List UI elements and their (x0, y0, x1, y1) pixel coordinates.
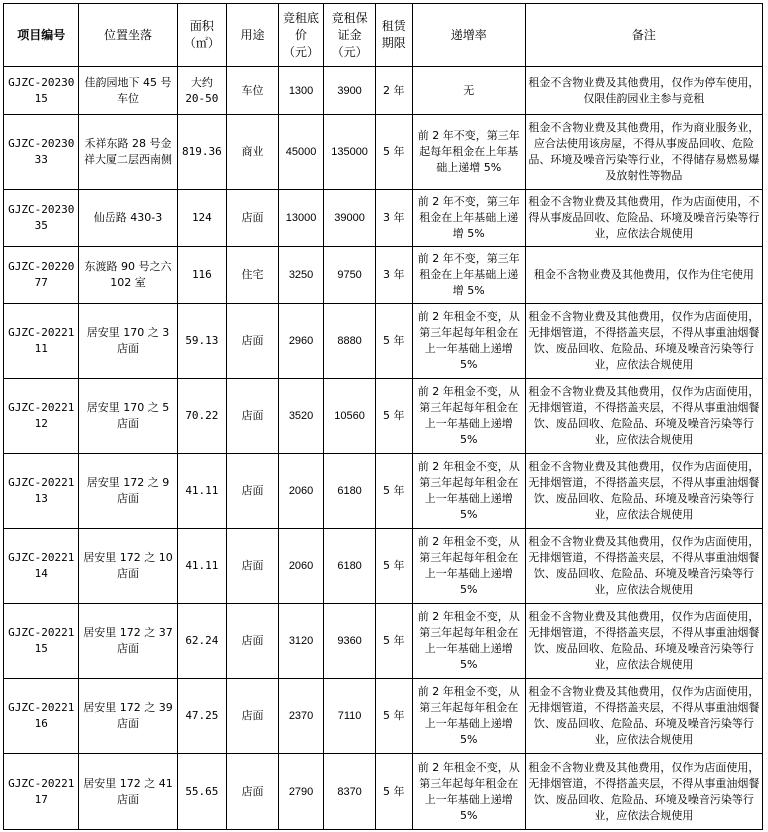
cell-project-id: GJZC-2022117 (4, 754, 79, 830)
cell-project-id: GJZC-2023035 (4, 190, 79, 247)
cell-area: 116 (177, 247, 227, 304)
cell-remarks: 租金不含物业费及其他费用，仅作为店面使用，无排烟管道，不得搭盖夹层，不得从事重油烟餐饮、废品回收、危险品、环境及噪音污染等行业，应依法合规使用 (525, 604, 762, 679)
cell-base-price: 45000 (278, 115, 323, 190)
cell-location: 居安里 172 之 37 店面 (79, 604, 177, 679)
cell-term: 5 年 (375, 604, 412, 679)
header-usage: 用途 (227, 4, 279, 67)
cell-deposit: 8370 (324, 754, 376, 830)
cell-location: 禾祥东路 28 号金祥大厦二层西南侧 (79, 115, 177, 190)
cell-area: 41.11 (177, 454, 227, 529)
cell-deposit: 9360 (324, 604, 376, 679)
cell-increase-rate: 前 2 年租金不变，从第三年起每年租金在上一年基础上递增 5% (412, 679, 525, 754)
cell-usage: 店面 (227, 754, 279, 830)
table-header-row (4, 4, 763, 67)
cell-deposit: 6180 (324, 454, 376, 529)
cell-remarks: 租金不含物业费及其他费用，仅作为停车使用，仅限佳韵园业主参与竞租 (525, 67, 762, 115)
table-row (4, 379, 763, 454)
cell-remarks: 租金不含物业费及其他费用，作为店面使用，不得从事废品回收、危险品、环境及噪音污染等行业，应依法合规使用 (525, 190, 762, 247)
cell-deposit: 39000 (324, 190, 376, 247)
cell-deposit: 3900 (324, 67, 376, 115)
cell-project-id: GJZC-2022112 (4, 379, 79, 454)
cell-remarks: 租金不含物业费及其他费用，仅作为店面使用，无排烟管道，不得搭盖夹层，不得从事重油烟餐饮、废品回收、危险品、环境及噪音污染等行业，应依法合规使用 (525, 304, 762, 379)
cell-term: 5 年 (375, 379, 412, 454)
cell-area: 55.65 (177, 754, 227, 830)
table-row (4, 304, 763, 379)
table-row (4, 529, 763, 604)
cell-increase-rate: 前 2 年租金不变，从第三年起每年租金在上一年基础上递增 5% (412, 454, 525, 529)
cell-remarks: 租金不含物业费及其他费用，仅作为店面使用，无排烟管道，不得搭盖夹层，不得从事重油烟餐饮、废品回收、危险品、环境及噪音污染等行业，应依法合规使用 (525, 454, 762, 529)
cell-base-price: 13000 (278, 190, 323, 247)
cell-usage: 店面 (227, 529, 279, 604)
cell-term: 5 年 (375, 454, 412, 529)
cell-area: 819.36 (177, 115, 227, 190)
cell-location: 居安里 172 之 9 店面 (79, 454, 177, 529)
cell-project-id: GJZC-2022114 (4, 529, 79, 604)
cell-remarks: 租金不含物业费及其他费用，仅作为店面使用，无排烟管道，不得搭盖夹层，不得从事重油烟餐饮、废品回收、危险品、环境及噪音污染等行业，应依法合规使用 (525, 679, 762, 754)
cell-base-price: 3250 (278, 247, 323, 304)
rental-listing-table (3, 3, 763, 830)
cell-project-id: GJZC-2022113 (4, 454, 79, 529)
cell-increase-rate: 无 (412, 67, 525, 115)
cell-location: 居安里 172 之 39 店面 (79, 679, 177, 754)
cell-remarks: 租金不含物业费及其他费用，仅作为店面使用，无排烟管道，不得搭盖夹层，不得从事重油烟餐饮、废品回收、危险品、环境及噪音污染等行业，应依法合规使用 (525, 754, 762, 830)
table-row (4, 604, 763, 679)
cell-base-price: 2060 (278, 454, 323, 529)
cell-location: 居安里 172 之 41 店面 (79, 754, 177, 830)
cell-deposit: 8880 (324, 304, 376, 379)
cell-increase-rate: 前 2 年租金不变，从第三年起每年租金在上一年基础上递增 5% (412, 754, 525, 830)
table-row (4, 679, 763, 754)
cell-usage: 住宅 (227, 247, 279, 304)
table-row (4, 754, 763, 830)
cell-area: 大约 20-50 (177, 67, 227, 115)
cell-increase-rate: 前 2 年不变，第三年起每年租金在上年基础上递增 5% (412, 115, 525, 190)
cell-base-price: 2790 (278, 754, 323, 830)
header-area: 面积（㎡） (177, 4, 227, 67)
cell-location: 仙岳路 430-3 (79, 190, 177, 247)
cell-usage: 店面 (227, 379, 279, 454)
cell-term: 5 年 (375, 529, 412, 604)
cell-deposit: 7110 (324, 679, 376, 754)
cell-increase-rate: 前 2 年租金不变，从第三年起每年租金在上一年基础上递增 5% (412, 304, 525, 379)
cell-usage: 店面 (227, 190, 279, 247)
cell-base-price: 2370 (278, 679, 323, 754)
cell-base-price: 1300 (278, 67, 323, 115)
cell-increase-rate: 前 2 年租金不变，从第三年起每年租金在上一年基础上递增 5% (412, 379, 525, 454)
cell-remarks: 租金不含物业费及其他费用，作为商业服务业，应合法使用该房屋，不得从事废品回收、危险品、环境及噪音污染等行业，不得储存易燃易爆及放射性等物品 (525, 115, 762, 190)
cell-term: 3 年 (375, 190, 412, 247)
cell-area: 62.24 (177, 604, 227, 679)
cell-increase-rate: 前 2 年不变，第三年租金在上年基础上递增 5% (412, 247, 525, 304)
cell-area: 59.13 (177, 304, 227, 379)
cell-location: 居安里 170 之 5 店面 (79, 379, 177, 454)
cell-increase-rate: 前 2 年租金不变，从第三年起每年租金在上一年基础上递增 5% (412, 529, 525, 604)
cell-base-price: 3520 (278, 379, 323, 454)
header-deposit: 竞租保证金（元） (324, 4, 376, 67)
header-base-price: 竞租底价（元） (278, 4, 323, 67)
cell-term: 2 年 (375, 67, 412, 115)
cell-increase-rate: 前 2 年不变，第三年租金在上年基础上递增 5% (412, 190, 525, 247)
header-term: 租赁期限 (375, 4, 412, 67)
cell-usage: 店面 (227, 604, 279, 679)
cell-term: 3 年 (375, 247, 412, 304)
cell-base-price: 2960 (278, 304, 323, 379)
cell-remarks: 租金不含物业费及其他费用，仅作为店面使用，无排烟管道，不得搭盖夹层，不得从事重油烟餐饮、废品回收、危险品、环境及噪音污染等行业，应依法合规使用 (525, 529, 762, 604)
cell-term: 5 年 (375, 115, 412, 190)
cell-location: 居安里 170 之 3 店面 (79, 304, 177, 379)
cell-base-price: 3120 (278, 604, 323, 679)
cell-term: 5 年 (375, 754, 412, 830)
cell-usage: 商业 (227, 115, 279, 190)
cell-area: 124 (177, 190, 227, 247)
cell-usage: 店面 (227, 304, 279, 379)
cell-increase-rate: 前 2 年租金不变，从第三年起每年租金在上一年基础上递增 5% (412, 604, 525, 679)
cell-location: 佳韵园地下 45 号车位 (79, 67, 177, 115)
cell-project-id: GJZC-2022116 (4, 679, 79, 754)
cell-deposit: 9750 (324, 247, 376, 304)
table-row (4, 115, 763, 190)
header-project-id: 项目编号 (4, 4, 79, 67)
cell-term: 5 年 (375, 679, 412, 754)
table-row (4, 67, 763, 115)
table-row (4, 454, 763, 529)
cell-usage: 店面 (227, 454, 279, 529)
cell-project-id: GJZC-2023033 (4, 115, 79, 190)
cell-base-price: 2060 (278, 529, 323, 604)
cell-project-id: GJZC-2022111 (4, 304, 79, 379)
cell-deposit: 10560 (324, 379, 376, 454)
cell-remarks: 租金不含物业费及其他费用，仅作为住宅使用 (525, 247, 762, 304)
header-increase-rate: 递增率 (412, 4, 525, 67)
cell-location: 东渡路 90 号之六 102 室 (79, 247, 177, 304)
header-remarks: 备注 (525, 4, 762, 67)
cell-remarks: 租金不含物业费及其他费用，仅作为店面使用，无排烟管道，不得搭盖夹层，不得从事重油烟餐饮、废品回收、危险品、环境及噪音污染等行业，应依法合规使用 (525, 379, 762, 454)
table-row (4, 247, 763, 304)
cell-usage: 车位 (227, 67, 279, 115)
cell-project-id: GJZC-2023015 (4, 67, 79, 115)
cell-area: 41.11 (177, 529, 227, 604)
header-location: 位置坐落 (79, 4, 177, 67)
cell-project-id: GJZC-2022077 (4, 247, 79, 304)
cell-project-id: GJZC-2022115 (4, 604, 79, 679)
table-row (4, 190, 763, 247)
cell-deposit: 135000 (324, 115, 376, 190)
cell-term: 5 年 (375, 304, 412, 379)
cell-area: 70.22 (177, 379, 227, 454)
cell-usage: 店面 (227, 679, 279, 754)
cell-location: 居安里 172 之 10 店面 (79, 529, 177, 604)
cell-area: 47.25 (177, 679, 227, 754)
cell-deposit: 6180 (324, 529, 376, 604)
